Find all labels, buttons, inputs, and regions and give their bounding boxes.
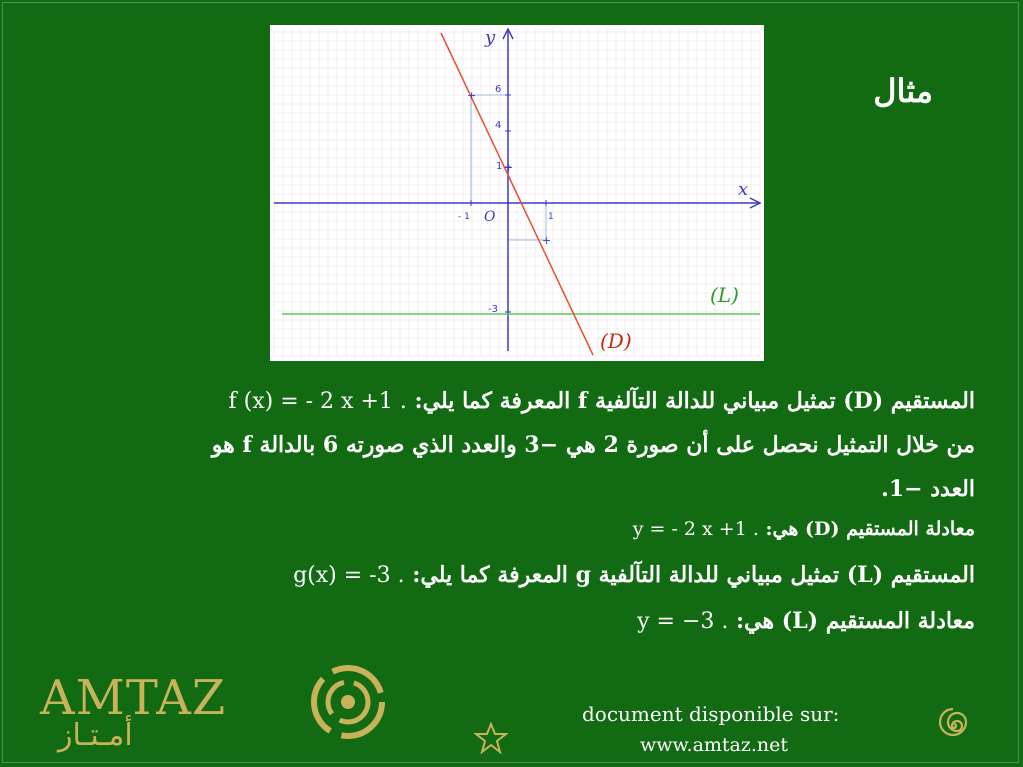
slide-title: مثال [873,72,933,110]
text-line-6-formula: y = −3 . [637,609,729,634]
function-graph [270,25,764,361]
y-axis-label: y [485,27,496,48]
y-tick-label-1: 1 [496,161,503,172]
spiral-icon [936,708,972,744]
text-line-6-arabic: معادلة المستقيم (L) هي: [736,608,975,634]
text-line-4 [35,518,975,540]
y-tick-label-m3: -3 [488,304,498,315]
text-line-6 [35,608,975,634]
x-tick-label-1: 1 [548,212,554,222]
text-line-1-formula: f (x) = - 2 x +1 . [228,389,407,414]
x-axis-label: x [738,179,749,200]
text-line-1-arabic: المستقيم (D) تمثيل مبياني للدالة التآلفية f المعرفة كما يلي: [414,388,975,414]
text-line-2: من خلال التمثيل نحصل على أن صورة 2 هي −3 والعدد الذي صورته 6 بالدالة f هو [211,432,975,458]
text-line-4-arabic: معادلة المستقيم (D) هي: [765,518,975,540]
amtaz-logo-latin: AMTAZ [40,670,227,726]
line-D-label: (D) [600,329,632,353]
text-line-5-formula: g(x) = -3 . [293,563,405,588]
star-outline-icon [474,722,508,754]
x-tick-label-m1: - 1 [458,212,470,222]
amtaz-logo-arabic: أمـتـاز [58,718,133,753]
footer-doc-line: document disponible sur: [582,702,840,726]
y-tick-label-6: 6 [495,84,502,95]
footer-url[interactable]: www.amtaz.net [640,734,789,756]
text-line-5-arabic: المستقيم (L) تمثيل مبياني للدالة التآلفية g المعرفة كما يلي: [412,562,975,588]
text-line-3: العدد −1. [881,476,975,502]
text-line-4-formula: y = - 2 x +1 . [632,518,759,540]
origin-label: O [484,209,496,225]
y-tick-label-4: 4 [495,120,502,131]
graph-panel [270,25,764,361]
line-L-label: (L) [710,283,739,307]
point-marker-m1-6: + [467,89,477,102]
text-line-5 [35,562,975,588]
text-line-1 [35,388,975,414]
spiral-logo-icon [308,662,388,742]
point-marker-0-1: + [504,161,514,174]
point-marker-1-m1: + [542,234,552,247]
